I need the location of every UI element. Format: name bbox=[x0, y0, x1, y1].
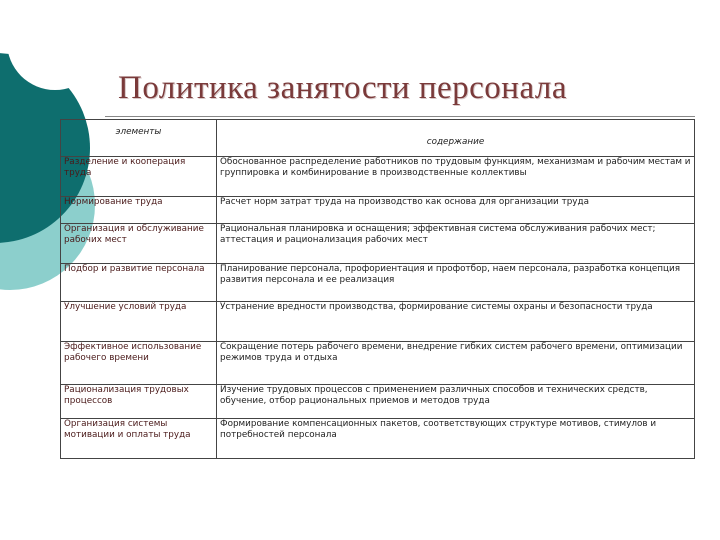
table-row bbox=[61, 385, 695, 419]
table-row bbox=[61, 157, 695, 197]
row-element: Организация системы мотивации и оплаты труда bbox=[61, 419, 217, 459]
row-content: Обоснованное распределение работников по трудовым функциям, механизмам и рабочим местам и группировка и комбинирование в производственные коллективы bbox=[217, 157, 695, 197]
table-row bbox=[61, 342, 695, 385]
page-title: Политика занятости персонала bbox=[118, 70, 568, 106]
row-element: Эффективное использование рабочего времени bbox=[61, 342, 217, 385]
row-element: Организация и обслуживание рабочих мест bbox=[61, 224, 217, 264]
column-header-content: содержание bbox=[217, 120, 695, 157]
table-header-row bbox=[61, 120, 695, 157]
column-header-elements: элементы bbox=[61, 120, 217, 157]
row-content: Формирование компенсационных пакетов, соответствующих структуре мотивов, стимулов и потребностей персонала bbox=[217, 419, 695, 459]
table-row bbox=[61, 264, 695, 302]
row-content: Расчет норм затрат труда на производство как основа для организации труда bbox=[217, 197, 695, 224]
row-content: Устранение вредности производства, формирование системы охраны и безопасности труда bbox=[217, 302, 695, 342]
title-divider bbox=[105, 116, 695, 117]
row-element: Улучшение условий труда bbox=[61, 302, 217, 342]
row-content: Изучение трудовых процессов с применением различных способов и технических средств, обучение, отбор рациональных приемов и методов труда bbox=[217, 385, 695, 419]
row-content: Планирование персонала, профориентация и профотбор, наем персонала, разработка концепция развития персонала и ее реализация bbox=[217, 264, 695, 302]
table-row bbox=[61, 224, 695, 264]
row-element: Подбор и развитие персонала bbox=[61, 264, 217, 302]
row-content: Сокращение потерь рабочего времени, внедрение гибких систем рабочего времени, оптимизации режимов труда и отдыха bbox=[217, 342, 695, 385]
row-element: Нормирование труда bbox=[61, 197, 217, 224]
row-element: Разделение и кооперация труда bbox=[61, 157, 217, 197]
table-row bbox=[61, 419, 695, 459]
table-row bbox=[61, 302, 695, 342]
table-row bbox=[61, 197, 695, 224]
policy-table bbox=[60, 119, 694, 459]
row-content: Рациональная планировка и оснащения; эффективная система обслуживания рабочих мест; аттестация и рационализация рабочих мест bbox=[217, 224, 695, 264]
row-element: Рационализация трудовых процессов bbox=[61, 385, 217, 419]
